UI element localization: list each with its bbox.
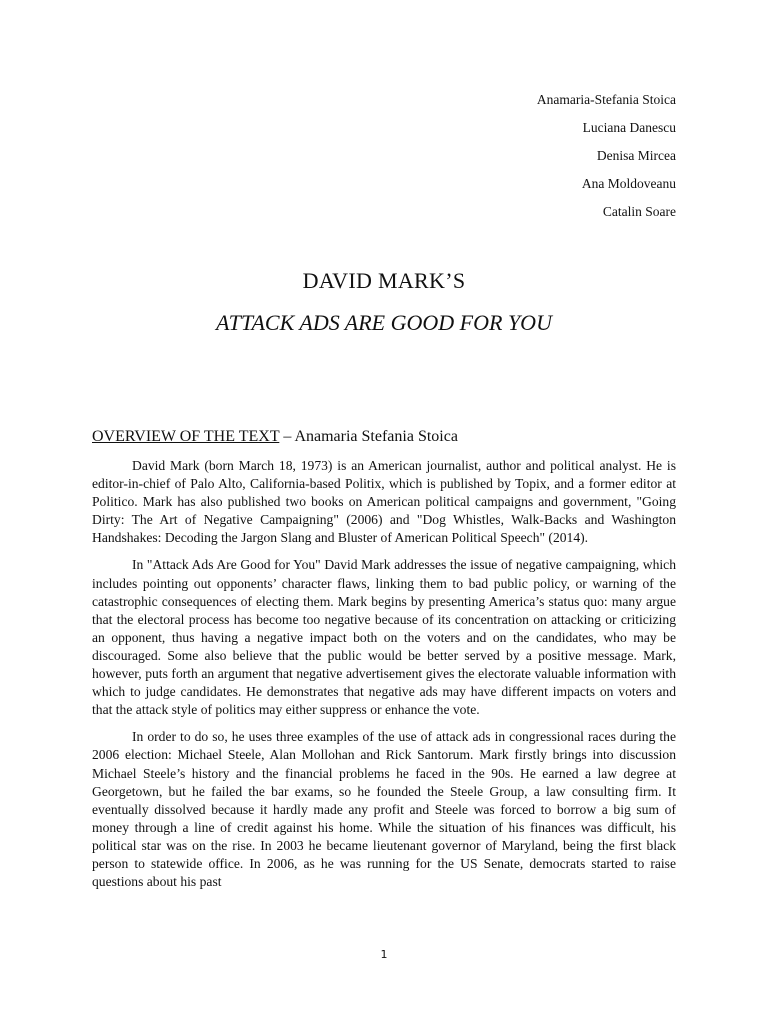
document-subtitle: ATTACK ADS ARE GOOD FOR YOU <box>216 310 552 335</box>
author-name: Luciana Danescu <box>582 120 676 135</box>
author-name: Anamaria-Stefania Stoica <box>536 92 676 107</box>
author-list <box>537 86 676 226</box>
section-heading-title: OVERVIEW OF THE TEXT <box>92 428 280 445</box>
paragraph: In "Attack Ads Are Good for You" David Mark addresses the issue of negative campaigning, which includes pointing out opponents’ character flaws, linking them to bad public policy, or warning of the catastrophic consequences of electing them. Mark begins by presenting America’s status quo: many argue that the electoral process has become too negative because of its concentration on attacking or criticizing an opponent, thus having a negative impact both on the voters and on the candidates, who may be discouraged. Some also believe that the public would be better served by a positive message. Mark, however, puts forth an argument that negative advertisement gives the electorate valuable information with which to judge candidates. He demonstrates that negative ads may have different impacts on voters and that the attack style of politics may either suppress or enhance the vote. <box>92 557 676 718</box>
body-text <box>92 457 676 900</box>
paragraph: David Mark (born March 18, 1973) is an American journalist, author and political analyst. He is editor-in-chief of Palo Alto, California-based Politix, which is published by Topix, and a former editor at Politico. Mark has also published two books on American political campaigns and government, "Going Dirty: The Art of Negative Campaigning" (2006) and "Dog Whistles, Walk-Backs and Washington Handshakes: Decoding the Jargon Slang and Bluster of American Political Speech" (2014). <box>92 458 676 546</box>
section-heading-separator: – <box>279 428 295 445</box>
author-name: Catalin Soare <box>602 204 676 219</box>
page-number: 1 <box>380 948 388 961</box>
section-heading-author: Anamaria Stefania Stoica <box>294 428 458 445</box>
paragraph: In order to do so, he uses three examples of the use of attack ads in congressional races during the 2006 election: Michael Steele, Alan Mollohan and Rick Santorum. Mark firstly brings into discussion Michael Steele’s history and the financial problems he faced in the 90s. He earned a law degree at Georgetown, but he failed the bar exams, so he founded the Steele Group, a law consulting firm. It eventually dissolved because it hardly made any profit and Steele was forced to borrow a big sum of money through a line of credit against his home. While the situation of his finances was difficult, his political star was on the rise. In 2003 he became lieutenant governor of Maryland, being the first black person to statewide office. In 2006, as he was running for the US Senate, democrats started to raise questions about his past <box>92 729 676 890</box>
section-heading <box>92 428 458 446</box>
author-name: Ana Moldoveanu <box>581 176 676 191</box>
document-title: DAVID MARK’S <box>302 268 466 293</box>
author-name: Denisa Mircea <box>596 148 676 163</box>
